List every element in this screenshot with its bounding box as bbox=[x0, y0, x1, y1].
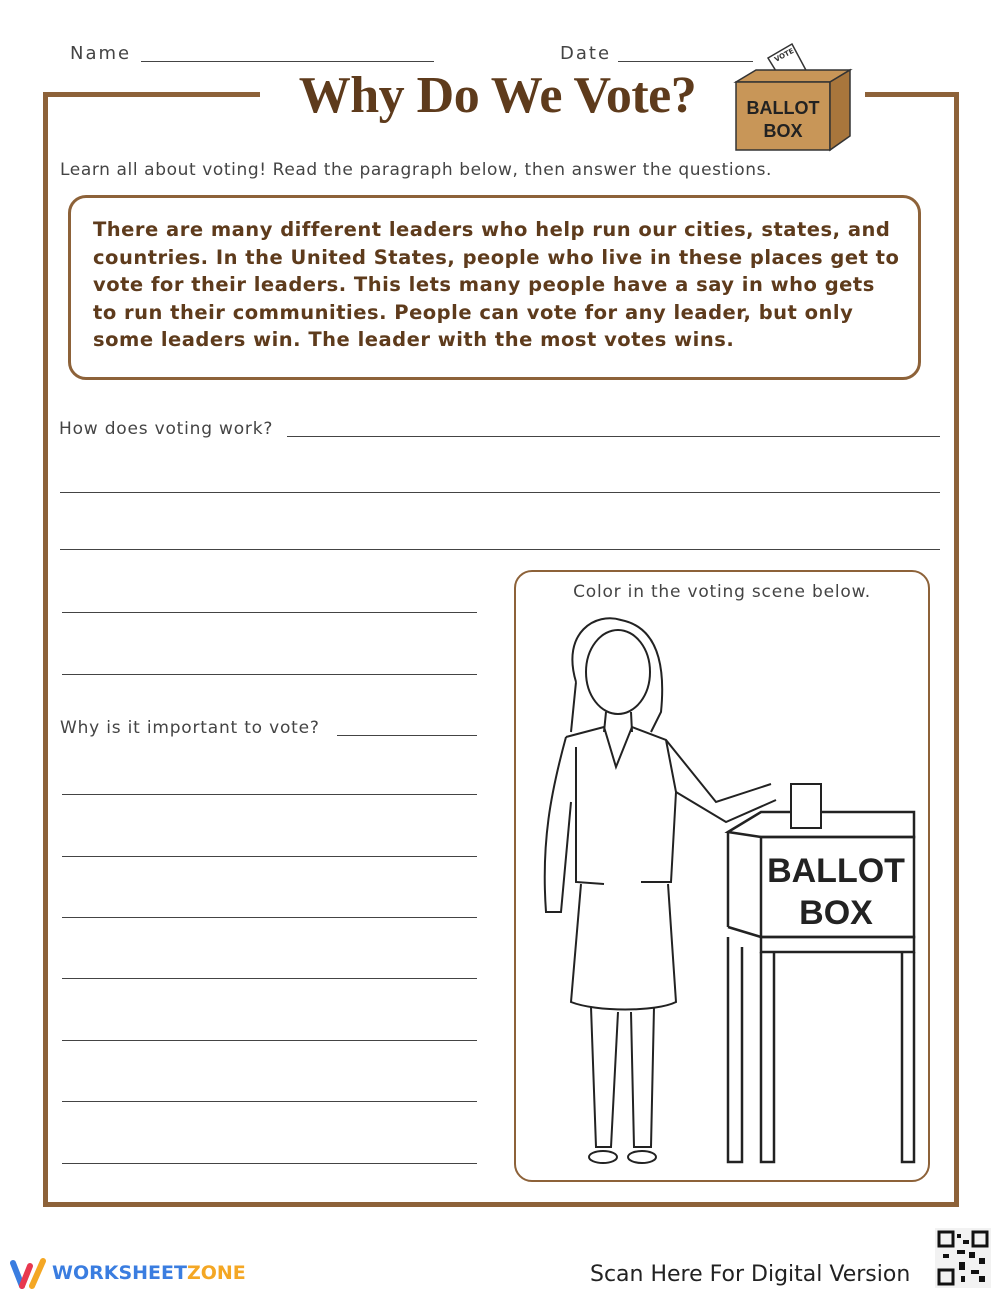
answer-line[interactable] bbox=[60, 549, 940, 550]
question-2: Why is it important to vote? bbox=[60, 718, 320, 738]
answer-line[interactable] bbox=[337, 735, 477, 736]
brand-part-b: ZONE bbox=[186, 1262, 246, 1284]
icon-box-line1: BALLOT bbox=[746, 98, 820, 118]
answer-line[interactable] bbox=[62, 978, 477, 979]
brand-part-a: WORKSHEET bbox=[52, 1262, 187, 1284]
answer-line[interactable] bbox=[62, 1163, 477, 1164]
frame-top-right bbox=[865, 92, 955, 97]
answer-line[interactable] bbox=[60, 492, 940, 493]
ballot-paper-label: VOTE bbox=[773, 46, 796, 64]
ballot-box-icon bbox=[730, 40, 860, 155]
frame-top-left bbox=[43, 92, 260, 97]
scene-box-line2: BOX bbox=[799, 894, 873, 932]
name-field[interactable] bbox=[141, 61, 434, 62]
name-label: Name bbox=[70, 43, 132, 64]
scene-box-line1: BALLOT bbox=[767, 852, 905, 890]
icon-box-line2: BOX bbox=[763, 121, 803, 141]
worksheetzone-logo-icon bbox=[10, 1258, 50, 1290]
answer-line[interactable] bbox=[62, 917, 477, 918]
answer-line[interactable] bbox=[62, 794, 477, 795]
question-1: How does voting work? bbox=[59, 419, 274, 439]
answer-line[interactable] bbox=[62, 674, 477, 675]
answer-line[interactable] bbox=[62, 856, 477, 857]
answer-line[interactable] bbox=[287, 436, 940, 437]
ballot-box-stand-icon bbox=[728, 784, 914, 1162]
date-label: Date bbox=[560, 43, 612, 64]
brand-name bbox=[52, 1262, 246, 1284]
answer-line[interactable] bbox=[62, 1101, 477, 1102]
answer-line[interactable] bbox=[62, 1040, 477, 1041]
voting-scene-illustration bbox=[516, 572, 928, 1180]
scan-caption: Scan Here For Digital Version bbox=[590, 1262, 911, 1287]
intro-text: Learn all about voting! Read the paragraph below, then answer the questions. bbox=[60, 160, 773, 180]
page-title: Why Do We Vote? bbox=[298, 67, 697, 124]
qr-code-icon[interactable] bbox=[935, 1228, 991, 1288]
answer-line[interactable] bbox=[62, 612, 477, 613]
coloring-box bbox=[514, 570, 930, 1182]
reading-paragraph: There are many different leaders who help run our cities, states, and countries. In the United States, people who live in these places get to vote for their leaders. This lets many people have a say in who gets to run their communities. People can vote for any leader, but only some leaders win. The leader with the most votes wins. bbox=[68, 195, 921, 380]
coloring-caption: Color in the voting scene below. bbox=[573, 582, 871, 602]
